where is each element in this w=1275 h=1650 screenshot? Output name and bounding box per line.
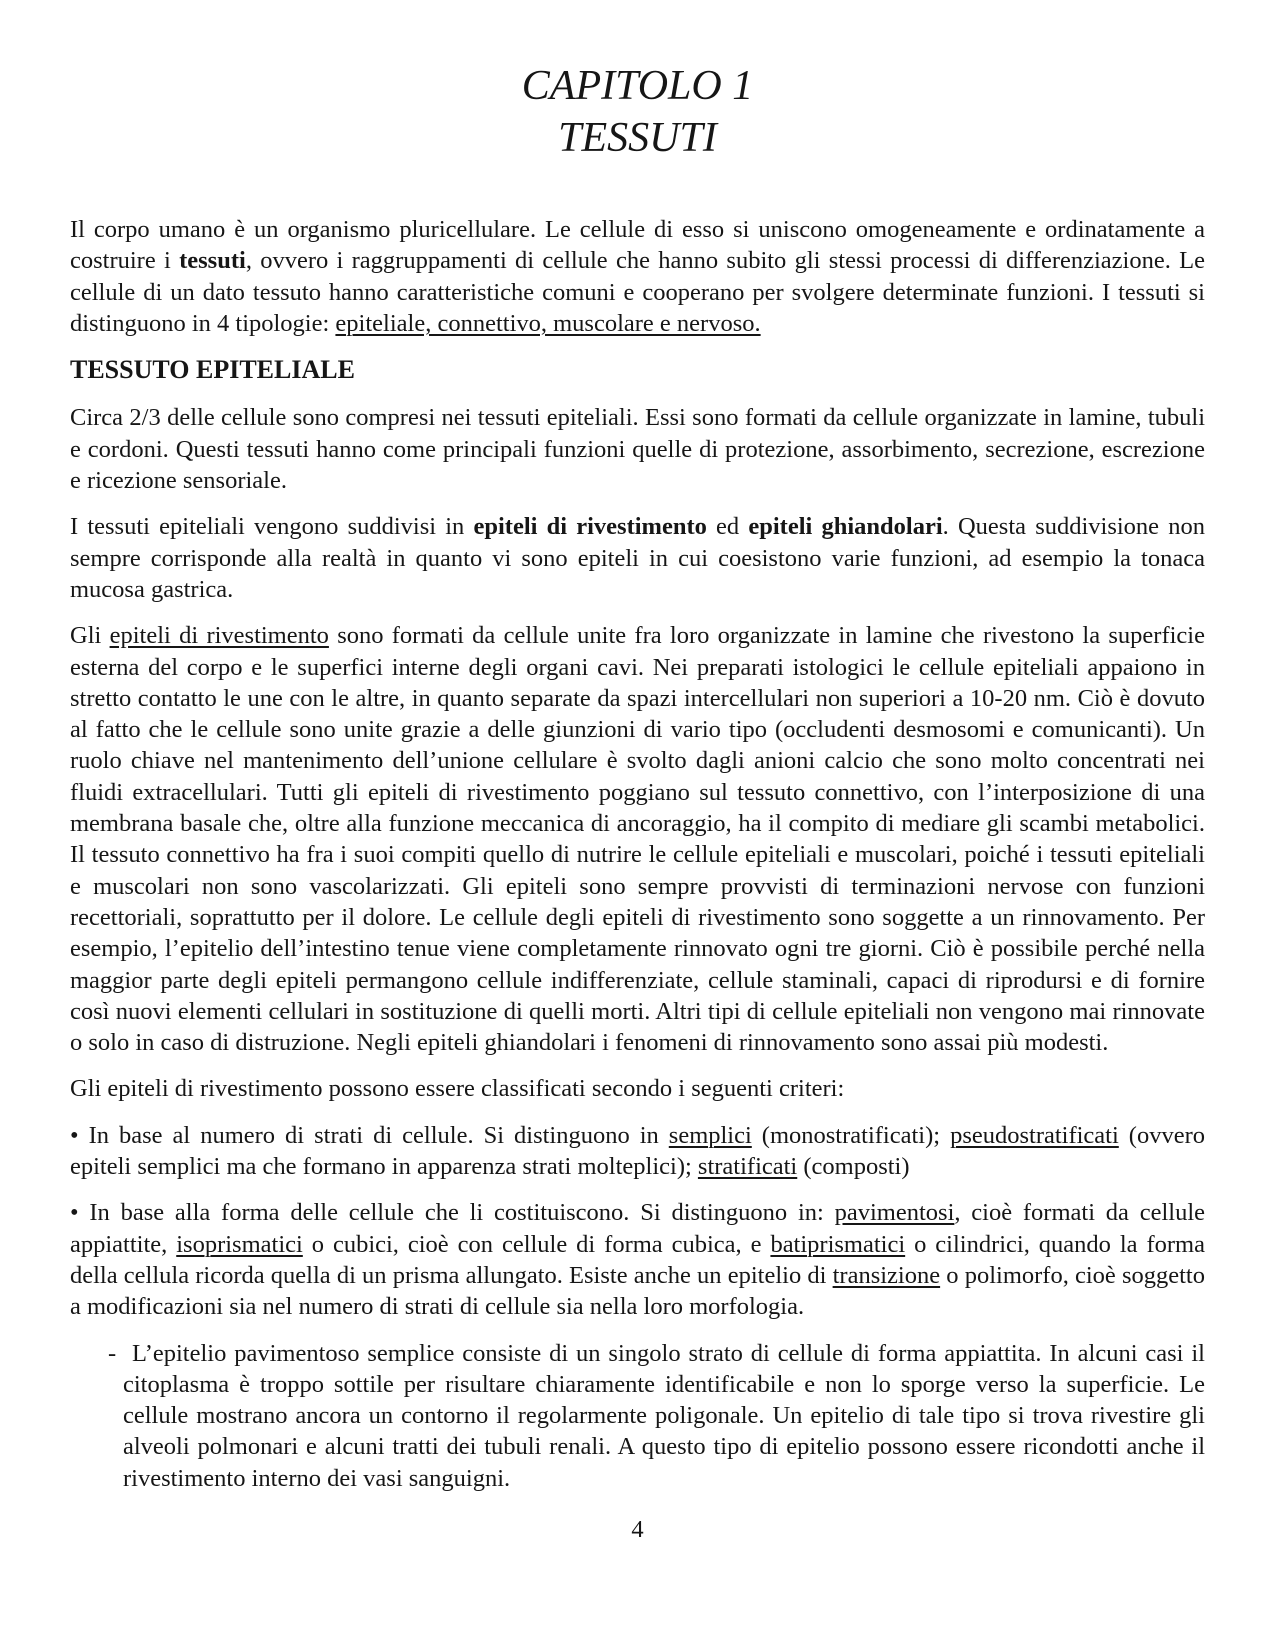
bullet-item-strata [70, 1120, 1205, 1183]
text-run: sono formati da cellule unite fra loro organizzate in lamine che rivestono la superficie esterna del corpo e le superfici interne degli organi cavi. Nei preparati istologici le cellule epiteliali appaiono in stretto contatto le une con le altre, in quanto separate da spazi intercellulari non superiori a 10-20 nm. Ciò è dovuto al fatto che le cellule sono unite grazie a delle giunzioni di vario tipo (occludenti desmosomi e comunicanti). Un ruolo chiave nel mantenimento dell’unione cellulare è svolto dagli anioni calcio che sono molto concentrati nei fluidi extracellulari. Tutti gli epiteli di rivestimento poggiano sul tessuto connettivo, con l’interposizione di una membrana basale che, oltre alla funzione meccanica di ancoraggio, ha il compito di mediare gli scambi metabolici. Il tessuto connettivo ha fra i suoi compiti quello di nutrire le cellule epiteliali e muscolari, poiché i tessuti epiteliali e muscolari non sono vascolarizzati. Gli epiteli sono sempre provvisti di terminazioni nervose con funzioni recettoriali, soprattutto per il dolore. Le cellule degli epiteli di rivestimento sono soggette a un rinnovamento. Per esempio, l’epitelio dell’intestino tenue viene completamente rinnovato ogni tre giorni. Ciò è possibile perché nella maggior parte degli epiteli permangono cellule indifferenziate, cellule staminali, capaci di riprodursi e di fornire così nuovi elementi cellulari in sostituzione di quelli morti. Altri tipi di cellule epiteliali non vengono mai rinnovate o solo in caso di distruzione. Negli epiteli ghiandolari i fenomeni di rinnovamento sono assai più modesti. [70, 622, 1205, 1057]
text-run-bold: tessuti [179, 247, 246, 275]
paragraph-intro [70, 214, 1205, 339]
text-run: o polimorfo, cioè soggetto a modificazioni sia nel numero di strati di cellule sia nella loro morfologia. [70, 1261, 1205, 1321]
text-run-underline: stratificati [697, 1153, 798, 1181]
text-run-underline: transizione [832, 1261, 941, 1289]
chapter-title-line1: CAPITOLO 1 [521, 63, 754, 109]
text-run: o cubici, cioè con cellule di forma cubica, e [302, 1230, 771, 1258]
paragraph-rivestimento [70, 620, 1205, 1058]
paragraph-criteria [70, 1073, 1205, 1104]
text-run: • In base al numero di strati di cellule. Si distinguono in [70, 1121, 669, 1149]
dash-list-item [108, 1338, 1205, 1494]
text-run-bold: epiteli ghiandolari [748, 513, 943, 541]
text-run-underline: pavimentosi [834, 1199, 955, 1227]
text-run: Il corpo umano è un organismo pluricellulare. Le cellule di esso si uniscono omogeneamente e ordinatamente a costruire i [70, 216, 1205, 275]
chapter-title-line2: TESSUTI [558, 115, 717, 161]
text-run: o cilindrici, quando la forma della cellula ricorda quella di un prisma allungato. Esiste anche un epitelio di [70, 1230, 1205, 1289]
text-run: . Questa suddivisione non sempre corrisponde alla realtà in quanto vi sono epiteli in cui coesistono varie funzioni, ad esempio la tonaca mucosa gastrica. [70, 513, 1205, 603]
text-run: , cioè formati da cellule appiattite, [70, 1199, 1205, 1258]
text-run-underline: isoprismatici [176, 1230, 303, 1258]
text-run: , ovvero i raggruppamenti di cellule che hanno subito gli stessi processi di differenziazione. Le cellule di un dato tessuto hanno caratteristiche comuni e cooperano per svolgere determinate funzioni. I tessuti si distinguono in 4 tipologie: [70, 247, 1205, 337]
text-run: ed [706, 513, 749, 541]
dash-item-text: L’epitelio pavimentoso semplice consiste di un singolo strato di cellule di forma appiattita. In alcuni casi il citoplasma è troppo sottile per risultare chiaramente identificabile e non lo sporge verso la superficie. Le cellule mostrano ancora un contorno il regolarmente poligonale. Un epitelio di tale tipo si trova rivestire gli alveoli polmonari e alcuni tratti dei tubuli renali. A questo tipo di epitelio possono essere ricondotti anche il rivestimento interno dei vasi sanguigni. [123, 1339, 1205, 1492]
text-run: (monostratificati); [751, 1121, 951, 1149]
text-run-bold: epiteli di rivestimento [473, 513, 707, 541]
text-run: (composti) [797, 1153, 910, 1181]
paragraph-subdivision [70, 511, 1205, 605]
section-heading-tessuto-epiteliale: TESSUTO EPITELIALE [70, 355, 355, 385]
text-run: Gli [70, 622, 110, 650]
paragraph-functions [70, 402, 1205, 496]
bullet-item-forma [70, 1197, 1205, 1322]
text-run: (ovvero epiteli semplici ma che formano in apparenza strati molteplici); [70, 1121, 1205, 1181]
text-run: Gli epiteli di rivestimento possono essere classificati secondo i seguenti criteri: [70, 1075, 845, 1103]
text-run-underline: epiteliale, connettivo, muscolare e nervoso. [335, 309, 761, 337]
text-run: • In base alla forma delle cellule che li costituiscono. Si distinguono in: [70, 1199, 835, 1227]
text-run-underline: semplici [668, 1121, 752, 1149]
text-run: I tessuti epiteliali vengono suddivisi in [70, 513, 474, 541]
text-run-underline: epiteli di rivestimento [109, 622, 329, 650]
page-number: 4 [631, 1515, 644, 1543]
dash-marker: - [108, 1339, 117, 1367]
chapter-title [70, 60, 1205, 164]
text-run-underline: pseudostratificati [950, 1121, 1119, 1149]
text-run-underline: batiprismatici [770, 1230, 906, 1258]
text-run: Circa 2/3 delle cellule sono compresi nei tessuti epiteliali. Essi sono formati da cellule organizzate in lamine, tubuli e cordoni. Questi tessuti hanno come principali funzioni quelle di protezione, assorbimento, secrezione, escrezione e ricezione sensoriale. [70, 404, 1205, 495]
